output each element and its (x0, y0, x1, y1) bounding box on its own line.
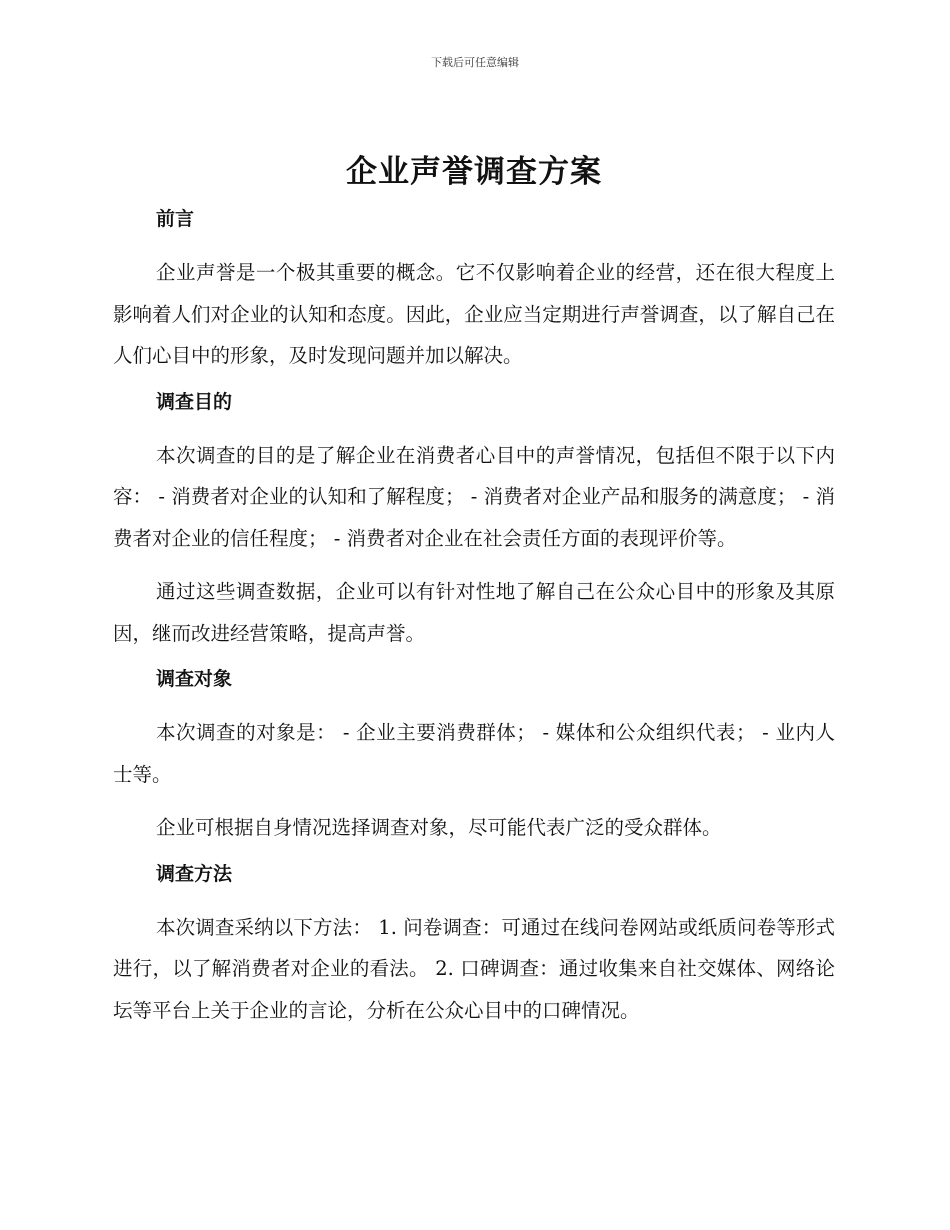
header-note: 下载后可任意编辑 (431, 56, 519, 69)
document-title: 企业声誉调查方案 (346, 154, 602, 190)
section-purpose (113, 389, 835, 655)
section-heading: 调查方法 (156, 862, 233, 885)
section-paragraph: 企业可根据自身情况选择调查对象，尽可能代表广泛的受众群体。 (156, 816, 722, 839)
section-target (113, 666, 835, 849)
section-heading: 调查目的 (156, 390, 233, 413)
section-paragraph: 企业声誉是一个极其重要的概念。它不仅影响着企业的经营，还在很大程度上影响着人们对企业的认知和态度。因此，企业应当定期进行声誉调查，以了解自己在人们心目中的形象，及时发现问题并加以解决。 (113, 261, 835, 367)
section-paragraph: 本次调查的对象是： - 企业主要消费群体； - 媒体和公众组织代表； - 业内人士等。 (113, 721, 835, 786)
section-method (113, 861, 835, 1032)
section-heading: 前言 (156, 208, 195, 230)
section-paragraph: 本次调查的目的是了解企业在消费者心目中的声誉情况，包括但不限于以下内容： - 消费者对企业的认知和了解程度； - 消费者对企业产品和服务的满意度； - 消费者对企业的信任程度； - 消费者对企业在社会责任方面的表现评价等。 (113, 443, 835, 550)
section-preface (113, 206, 835, 377)
section-paragraph: 通过这些调查数据，企业可以有针对性地了解自己在公众心目中的形象及其原因，继而改进经营策略，提高声誉。 (113, 580, 835, 645)
section-paragraph: 本次调查采纳以下方法： 1. 问卷调查：可通过在线问卷网站或纸质问卷等形式进行，以了解消费者对企业的看法。 2. 口碑调查：通过收集来自社交媒体、网络论坛等平台上关于企业的言论，分析在公众心目中的口碑情况。 (113, 915, 835, 1022)
section-heading: 调查对象 (156, 668, 233, 690)
document-body (113, 150, 835, 1043)
